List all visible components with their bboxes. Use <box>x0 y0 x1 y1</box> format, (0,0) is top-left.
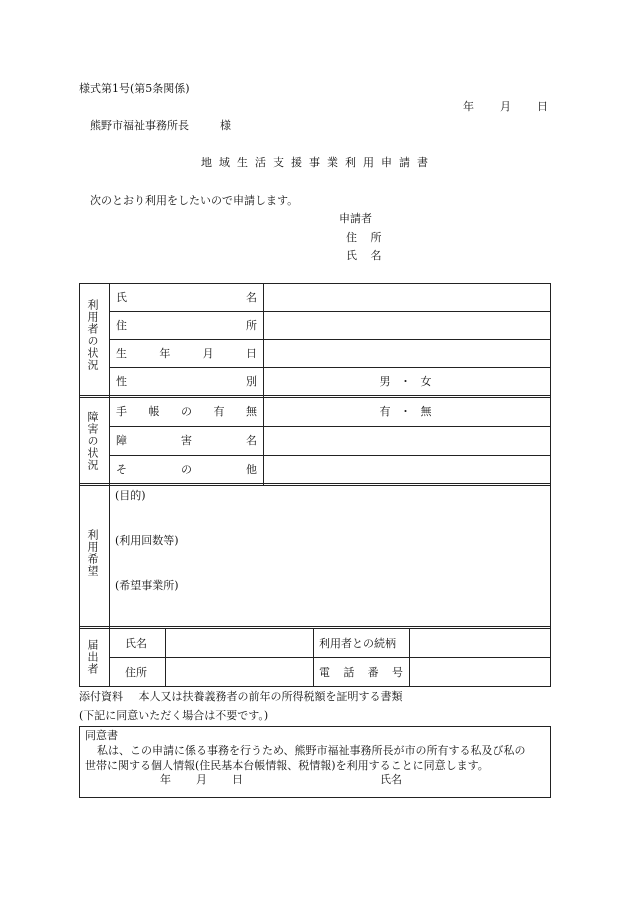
consent-text-line2: 世帯に関する個人情報(住民基本台帳情報、税情報)を利用することに同意します。 <box>85 759 489 772</box>
usage-request-section-title: 利用希望 <box>86 529 99 577</box>
section-divider <box>79 626 551 629</box>
consent-year-label: 年 <box>160 773 171 786</box>
section-divider <box>79 395 551 398</box>
attachment-label: 添付資料 <box>79 690 123 703</box>
notifier-phone-label: 電 話 番 号 <box>319 666 403 679</box>
document-title: 地域生活支援事業利用申請書 <box>201 156 435 169</box>
purpose-label: (目的) <box>115 489 146 502</box>
date-year-label: 年 <box>463 100 474 113</box>
applicant-label: 申請者 <box>339 212 372 225</box>
user-gender-label: 性 別 <box>116 375 257 388</box>
applicant-address-label: 住 所 <box>346 231 387 244</box>
date-day-label: 日 <box>537 100 548 113</box>
user-address-label: 住 所 <box>116 319 257 332</box>
addressee-suffix: 様 <box>220 119 231 132</box>
consent-day-label: 日 <box>232 773 243 786</box>
consent-box <box>79 726 551 798</box>
notifier-name-label: 氏名 <box>125 637 147 650</box>
application-form-table <box>79 283 551 687</box>
section-divider <box>79 483 551 486</box>
notifier-address-label: 住所 <box>125 666 147 679</box>
user-name-label: 氏 名 <box>116 291 257 304</box>
attachment-line <box>79 691 403 702</box>
consent-text-line1: 私は、この申請に係る事務を行うため、熊野市福祉事務所長が市の所有する私及び私の <box>97 744 526 757</box>
handbook-label: 手 帳 の 有 無 <box>116 405 257 418</box>
user-gender-options[interactable]: 男 ・ 女 <box>379 375 435 388</box>
addressee: 熊野市福祉事務所長 <box>90 119 189 132</box>
applicant-name-label: 氏 名 <box>346 249 387 262</box>
user-status-section-title: 利用者の状況 <box>86 299 99 371</box>
disability-name-label: 障 害 名 <box>116 434 257 447</box>
disability-section-title: 障害の状況 <box>86 411 99 471</box>
form-number: 様式第1号(第5条関係) <box>79 82 190 95</box>
consent-title: 同意書 <box>85 729 118 742</box>
notifier-relation-label: 利用者との続柄 <box>319 637 396 650</box>
attachment-note: (下記に同意いただく場合は不要です。) <box>79 709 269 722</box>
consent-month-label: 月 <box>196 773 207 786</box>
usage-count-label: (利用回数等) <box>115 534 179 547</box>
date-month-label: 月 <box>500 100 511 113</box>
other-label: そ の 他 <box>116 463 257 476</box>
handbook-options[interactable]: 有 ・ 無 <box>379 405 435 418</box>
attachment-text: 本人又は扶養義務者の前年の所得税額を証明する書類 <box>138 690 403 703</box>
desired-provider-label: (希望事業所) <box>115 579 179 592</box>
consent-name-label: 氏名 <box>380 773 402 786</box>
intro-text: 次のとおり利用をしたいので申請します。 <box>90 194 299 207</box>
user-birthdate-label: 生 年 月 日 <box>116 347 257 360</box>
notifier-section-title: 届出者 <box>86 639 99 675</box>
